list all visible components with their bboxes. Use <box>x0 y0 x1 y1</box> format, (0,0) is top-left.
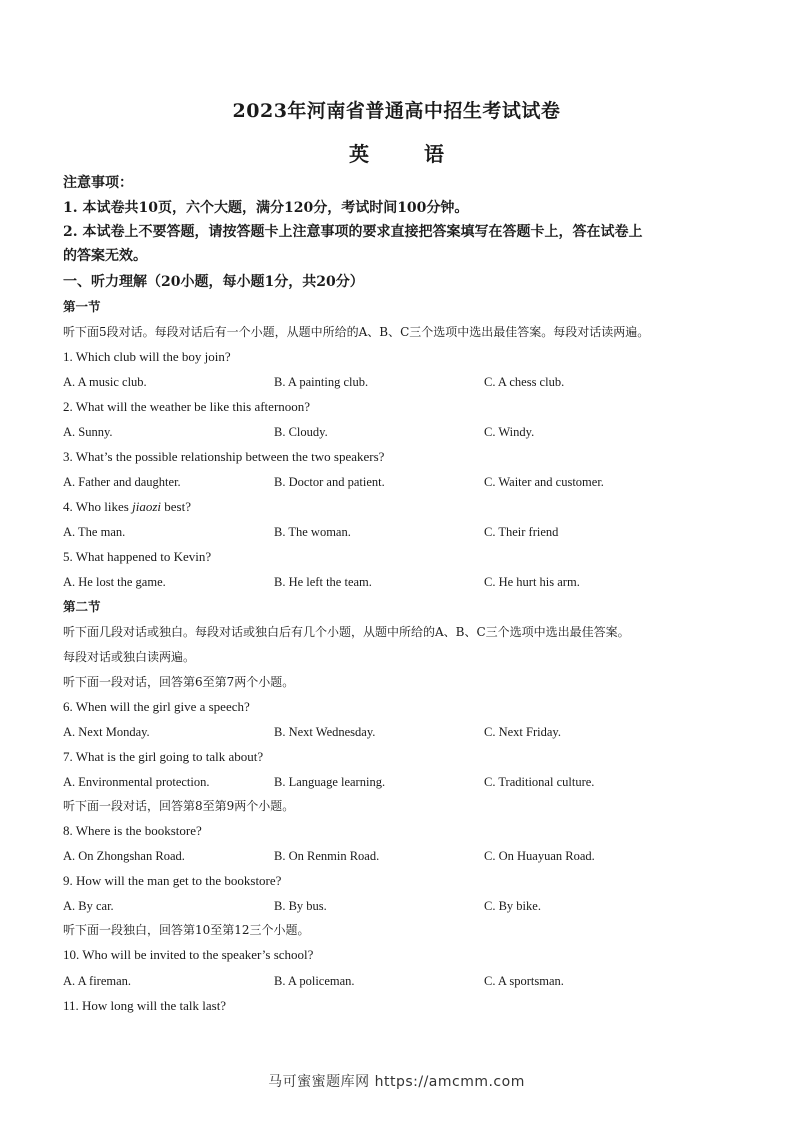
question-4-pre: 4. Who likes <box>63 499 133 514</box>
question-10: 10. Who will be invited to the speaker’s school? <box>63 947 314 962</box>
dialog-2-intro: 听下面一段对话，回答第8至第9两个小题。 <box>63 799 295 813</box>
q8-option-c: C. On Huayuan Road. <box>484 849 595 863</box>
q7-option-a: A. Environmental protection. <box>63 775 210 789</box>
notice-item-2-line-2: 的答案无效。 <box>63 248 147 264</box>
q10-option-a: A. A fireman. <box>63 974 132 988</box>
question-3: 3. What’s the possible relationship between the two speakers? <box>63 449 385 464</box>
q3-option-c: C. Waiter and customer. <box>484 475 604 489</box>
notice-heading: 注意事项： <box>63 175 133 191</box>
q5-option-a: A. He lost the game. <box>63 575 166 589</box>
question-4-emphasis: jiaozi <box>132 499 161 514</box>
q5-option-b: B. He left the team. <box>274 575 372 589</box>
q9-option-c: C. By bike. <box>484 899 541 913</box>
q4-option-c: C. Their friend <box>484 525 559 539</box>
part1-heading: 一、听力理解（20小题，每小题1分，共20分） <box>63 274 364 290</box>
q8-option-a: A. On Zhongshan Road. <box>63 849 185 863</box>
section1-instructions: 听下面5段对话。每段对话后有一个小题，从题中所给的A、B、C三个选项中选出最佳答案。每段对话读两遍。 <box>63 325 650 339</box>
question-6: 6. When will the girl give a speech? <box>63 699 250 714</box>
q3-option-a: A. Father and daughter. <box>63 475 181 489</box>
q1-option-c: C. A chess club. <box>484 375 565 389</box>
q2-option-a: A. Sunny. <box>63 425 113 439</box>
question-11: 11. How long will the talk last? <box>63 998 227 1013</box>
section2-label: 第二节 <box>63 599 101 614</box>
section2-instructions-line-1: 听下面几段对话或独白。每段对话或独白后有几个小题，从题中所给的A、B、C三个选项中选出最佳答案。 <box>63 625 630 639</box>
q7-option-c: C. Traditional culture. <box>484 775 595 789</box>
section2-instructions-line-2: 每段对话或独白读两遍。 <box>63 650 196 664</box>
q6-option-c: C. Next Friday. <box>484 725 561 739</box>
exam-subject: 英 语 <box>349 142 468 166</box>
q6-option-a: A. Next Monday. <box>63 725 150 739</box>
q10-option-b: B. A policeman. <box>274 974 355 988</box>
q1-option-a: A. A music club. <box>63 375 147 389</box>
q3-option-b: B. Doctor and patient. <box>274 475 385 489</box>
notice-item-1: 1. 本试卷共10页，六个大题，满分120分，考试时间100分钟。 <box>63 200 469 216</box>
q10-option-c: C. A sportsman. <box>484 974 564 988</box>
question-5: 5. What happened to Kevin? <box>63 549 212 564</box>
question-7: 7. What is the girl going to talk about? <box>63 749 264 764</box>
q9-option-a: A. By car. <box>63 899 114 913</box>
question-1: 1. Which club will the boy join? <box>63 349 231 364</box>
q8-option-b: B. On Renmin Road. <box>274 849 380 863</box>
question-9: 9. How will the man get to the bookstore? <box>63 873 282 888</box>
footer-watermark: 马可蜜蜜题库网 https://amcmm.com <box>268 1074 525 1090</box>
question-2: 2. What will the weather be like this afternoon? <box>63 399 311 414</box>
q7-option-b: B. Language learning. <box>274 775 386 789</box>
dialog-1-intro: 听下面一段对话，回答第6至第7两个小题。 <box>63 675 295 689</box>
question-8: 8. Where is the bookstore? <box>63 823 202 838</box>
monologue-intro: 听下面一段独白，回答第10至第12三个小题。 <box>63 923 310 937</box>
q9-option-b: B. By bus. <box>274 899 327 913</box>
exam-title: 2023年河南省普通高中招生考试试卷 <box>232 100 561 122</box>
notice-item-2-line-1: 2. 本试卷上不要答题，请按答题卡上注意事项的要求直接把答案填写在答题卡上，答在试卷上 <box>63 224 643 240</box>
q5-option-c: C. He hurt his arm. <box>484 575 580 589</box>
question-4 <box>63 498 191 516</box>
question-4-post: best? <box>161 499 191 514</box>
q1-option-b: B. A painting club. <box>274 375 369 389</box>
q4-option-b: B. The woman. <box>274 525 351 539</box>
q2-option-c: C. Windy. <box>484 425 535 439</box>
q2-option-b: B. Cloudy. <box>274 425 328 439</box>
q6-option-b: B. Next Wednesday. <box>274 725 376 739</box>
q4-option-a: A. The man. <box>63 525 126 539</box>
section1-label: 第一节 <box>63 299 101 314</box>
